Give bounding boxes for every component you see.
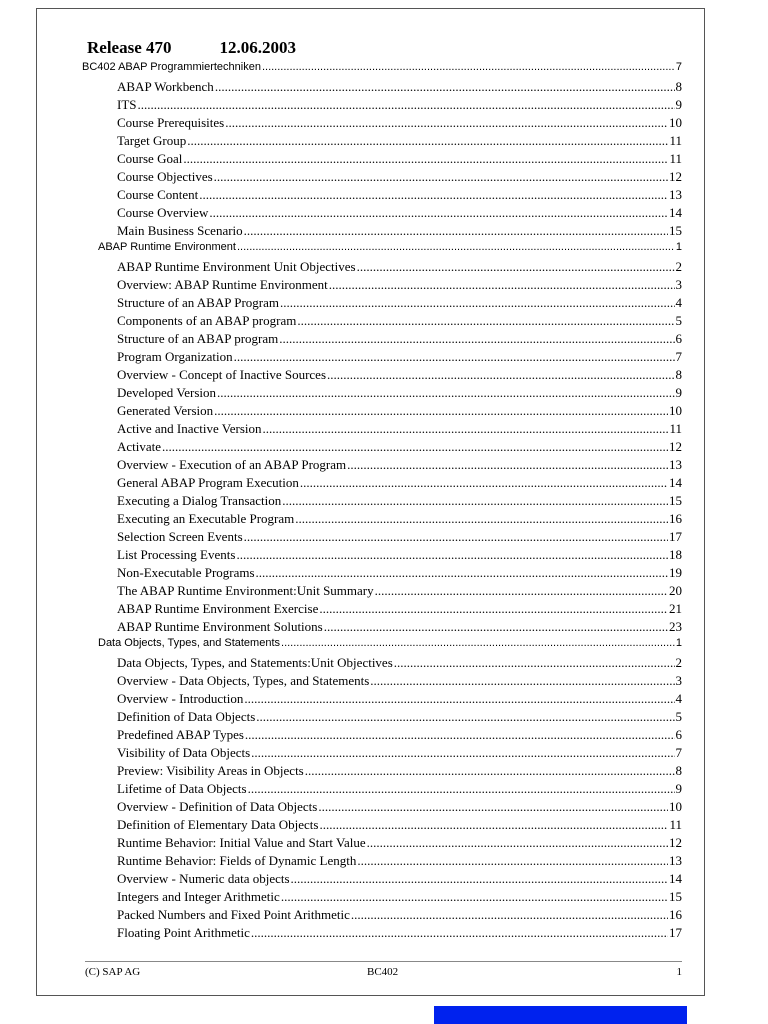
dot-leader	[295, 511, 668, 527]
dot-leader	[297, 313, 674, 329]
dot-leader	[280, 295, 675, 311]
toc-entry-page: 23	[669, 619, 682, 634]
page-header	[87, 38, 296, 58]
toc-entry-title: Course Content	[117, 187, 199, 202]
toc-entry-page: 8	[675, 367, 682, 382]
toc-entry-title: Course Objectives	[117, 169, 213, 184]
toc-entry[interactable]	[117, 457, 682, 475]
toc-entry-title: ITS	[117, 97, 137, 112]
toc-entry-title: ABAP Runtime Environment Unit Objectives	[117, 259, 356, 274]
toc-entry-page: 4	[675, 691, 682, 706]
toc-entry-title: Executing an Executable Program	[117, 511, 295, 526]
toc-entry[interactable]	[117, 367, 682, 385]
toc-entry-page: 5	[675, 709, 682, 724]
toc-entry[interactable]	[117, 259, 682, 277]
toc-entry-page: 16	[669, 511, 682, 526]
toc-entry-title: Predefined ABAP Types	[117, 727, 244, 742]
toc-entry-title: Preview: Visibility Areas in Objects	[117, 763, 304, 778]
toc-entry-page: 15	[669, 223, 682, 238]
toc-entry-page: 12	[669, 835, 682, 850]
dot-leader	[319, 601, 668, 617]
release-date: 12.06.2003	[219, 38, 297, 57]
dot-leader	[256, 709, 674, 725]
toc-entry[interactable]	[117, 871, 682, 889]
toc-entry[interactable]	[117, 655, 682, 673]
toc-entry-page: 3	[675, 673, 682, 688]
toc-entry[interactable]	[117, 799, 682, 817]
toc-entry-title: Developed Version	[117, 385, 217, 400]
dot-leader	[394, 655, 675, 671]
toc-entry[interactable]	[117, 385, 682, 403]
toc-entry-page: 12	[669, 439, 682, 454]
toc-entry[interactable]	[117, 151, 682, 169]
toc-entry-title: Overview - Introduction	[117, 691, 244, 706]
toc-entry-page: 2	[675, 655, 682, 670]
dot-leader	[244, 691, 674, 707]
toc-entry-page: 7	[675, 61, 682, 73]
toc-entry[interactable]	[117, 691, 682, 709]
toc-entry-title: Active and Inactive Version	[117, 421, 262, 436]
toc-section-entry[interactable]	[82, 61, 682, 79]
dot-leader	[318, 799, 668, 815]
toc-entry-title: Activate	[117, 439, 162, 454]
toc-entry[interactable]	[117, 205, 682, 223]
release-label: Release 470	[87, 38, 172, 57]
dot-leader	[256, 565, 668, 581]
toc-entry[interactable]	[117, 349, 682, 367]
dot-leader	[305, 763, 675, 779]
toc-entry[interactable]	[117, 313, 682, 331]
toc-entry-page: 15	[669, 889, 682, 904]
toc-entry[interactable]	[117, 475, 682, 493]
toc-entry[interactable]	[117, 619, 682, 637]
dot-leader	[281, 889, 668, 905]
toc-entry[interactable]	[117, 439, 682, 457]
toc-entry[interactable]	[117, 601, 682, 619]
dot-leader	[324, 619, 668, 635]
toc-entry-title: Overview: ABAP Runtime Environment	[117, 277, 328, 292]
toc-entry-page: 14	[669, 871, 682, 886]
toc-entry[interactable]	[117, 565, 682, 583]
toc-section-entry[interactable]	[98, 241, 682, 259]
toc-entry[interactable]	[117, 133, 682, 151]
accent-bar	[434, 1006, 687, 1024]
toc-entry[interactable]	[117, 169, 682, 187]
toc-entry[interactable]	[117, 817, 682, 835]
toc-entry-page: 14	[669, 475, 682, 490]
toc-entry-title: Overview - Definition of Data Objects	[117, 799, 318, 814]
toc-entry-page: 21	[669, 601, 682, 616]
toc-entry-title: The ABAP Runtime Environment:Unit Summary	[117, 583, 374, 598]
toc-entry-title: Executing a Dialog Transaction	[117, 493, 282, 508]
toc-entry-page: 16	[669, 907, 682, 922]
toc-entry-title: Target Group	[117, 133, 187, 148]
toc-entry-title: Definition of Data Objects	[117, 709, 256, 724]
toc-entry-page: 11	[669, 817, 682, 832]
dot-leader	[138, 97, 675, 113]
toc-entry-title: Non-Executable Programs	[117, 565, 255, 580]
toc-entry[interactable]	[117, 295, 682, 313]
toc-entry-page: 14	[669, 205, 682, 220]
toc-entry-title: Course Prerequisites	[117, 115, 225, 130]
toc-entry-page: 13	[669, 853, 682, 868]
toc-entry[interactable]	[117, 493, 682, 511]
dot-leader	[357, 259, 675, 275]
toc-entry-page: 17	[669, 925, 682, 940]
toc-entry-page: 17	[669, 529, 682, 544]
toc-entry-page: 19	[669, 565, 682, 580]
toc-entry-page: 13	[669, 457, 682, 472]
dot-leader	[214, 169, 668, 185]
toc-entry-title: Generated Version	[117, 403, 214, 418]
toc-entry-page: 7	[675, 745, 682, 760]
toc-entry-page: 1	[675, 241, 682, 253]
toc-entry-page: 8	[675, 79, 682, 94]
dot-leader	[357, 853, 668, 869]
dot-leader	[367, 835, 668, 851]
toc-entry[interactable]	[117, 97, 682, 115]
dot-leader	[209, 205, 668, 221]
toc-entry-page: 11	[669, 151, 682, 166]
toc-entry-title: ABAP Runtime Environment Exercise	[117, 601, 319, 616]
toc-entry-title: Visibility of Data Objects	[117, 745, 251, 760]
toc-entry[interactable]	[117, 709, 682, 727]
toc-entry-title: Structure of an ABAP program	[117, 331, 279, 346]
dot-leader	[187, 133, 668, 149]
toc-entry-page: 20	[669, 583, 682, 598]
toc-entry-page: 6	[675, 331, 682, 346]
toc-entry-title: Structure of an ABAP Program	[117, 295, 279, 310]
toc-entry[interactable]	[117, 673, 682, 691]
toc-entry-title: Components of an ABAP program	[117, 313, 297, 328]
dot-leader	[162, 439, 668, 455]
toc-entry-title: Integers and Integer Arithmetic	[117, 889, 280, 904]
dot-leader	[251, 925, 668, 941]
toc-entry-title: Definition of Elementary Data Objects	[117, 817, 319, 832]
toc-entry[interactable]	[117, 277, 682, 295]
toc-section-entry[interactable]	[98, 637, 682, 655]
dot-leader	[351, 907, 668, 923]
toc-entry-page: 9	[675, 781, 682, 796]
toc-entry[interactable]	[117, 889, 682, 907]
toc-entry-page: 6	[675, 727, 682, 742]
toc-entry-page: 5	[675, 313, 682, 328]
toc-entry[interactable]	[117, 331, 682, 349]
toc-entry-page: 11	[669, 133, 682, 148]
toc-entry-title: Runtime Behavior: Initial Value and Start Value	[117, 835, 366, 850]
dot-leader	[245, 727, 675, 743]
toc-entry-page: 10	[669, 799, 682, 814]
dot-leader	[236, 547, 668, 563]
toc-entry[interactable]	[117, 529, 682, 547]
toc-entry[interactable]	[117, 925, 682, 943]
toc-entry-title: Course Overview	[117, 205, 209, 220]
toc-entry-title: Lifetime of Data Objects	[117, 781, 247, 796]
toc-entry-title: Overview - Concept of Inactive Sources	[117, 367, 327, 382]
toc-entry-title: Overview - Data Objects, Types, and Statements	[117, 673, 370, 688]
dot-leader	[347, 457, 668, 473]
dot-leader	[282, 493, 668, 509]
toc-entry[interactable]	[117, 853, 682, 871]
toc-entry[interactable]	[117, 403, 682, 421]
toc-entry-page: 9	[675, 97, 682, 112]
toc-entry-title: List Processing Events	[117, 547, 236, 562]
toc-entry[interactable]	[117, 781, 682, 799]
toc-entry[interactable]	[117, 187, 682, 205]
toc-entry-title: Overview - Numeric data objects	[117, 871, 290, 886]
toc-entry-page: 10	[669, 115, 682, 130]
dot-leader	[319, 817, 668, 833]
dot-leader	[244, 529, 668, 545]
toc-entry-title: BC402 ABAP Programmiertechniken	[82, 61, 261, 73]
table-of-contents	[37, 61, 706, 943]
toc-entry-page: 13	[669, 187, 682, 202]
dot-leader	[251, 745, 674, 761]
toc-entry-page: 9	[675, 385, 682, 400]
dot-leader	[291, 871, 668, 887]
toc-entry-title: Packed Numbers and Fixed Point Arithmetic	[117, 907, 350, 922]
toc-entry-page: 8	[675, 763, 682, 778]
footer-course: BC402	[367, 966, 399, 978]
dot-leader	[215, 79, 675, 95]
toc-entry-page: 1	[675, 637, 682, 649]
toc-entry-page: 18	[669, 547, 682, 562]
dot-leader	[237, 241, 675, 253]
toc-entry-title: Floating Point Arithmetic	[117, 925, 250, 940]
dot-leader	[375, 583, 668, 599]
toc-entry[interactable]	[117, 547, 682, 565]
toc-entry-page: 12	[669, 169, 682, 184]
toc-entry-title: Course Goal	[117, 151, 183, 166]
dot-leader	[244, 223, 668, 239]
toc-entry[interactable]	[117, 79, 682, 97]
toc-entry-title: Data Objects, Types, and Statements	[98, 637, 281, 649]
footer-copyright: (C) SAP AG	[85, 966, 141, 978]
document-page	[36, 8, 705, 996]
toc-entry[interactable]	[117, 835, 682, 853]
page-footer	[85, 961, 682, 982]
toc-entry-title: ABAP Runtime Environment	[98, 241, 236, 253]
toc-entry-title: ABAP Workbench	[117, 79, 214, 94]
dot-leader	[279, 331, 674, 347]
dot-leader	[183, 151, 668, 167]
toc-entry-page: 3	[675, 277, 682, 292]
toc-entry-page: 7	[675, 349, 682, 364]
toc-entry[interactable]	[117, 763, 682, 781]
dot-leader	[370, 673, 674, 689]
toc-entry-title: Selection Screen Events	[117, 529, 243, 544]
dot-leader	[199, 187, 668, 203]
toc-entry-title: Program Organization	[117, 349, 233, 364]
dot-leader	[329, 277, 675, 293]
toc-entry[interactable]	[117, 115, 682, 133]
dot-leader	[281, 637, 675, 649]
dot-leader	[214, 403, 668, 419]
dot-leader	[248, 781, 675, 797]
dot-leader	[217, 385, 674, 401]
toc-entry[interactable]	[117, 907, 682, 925]
dot-leader	[263, 421, 669, 437]
toc-entry-page: 15	[669, 493, 682, 508]
toc-entry-title: Runtime Behavior: Fields of Dynamic Length	[117, 853, 357, 868]
toc-entry[interactable]	[117, 511, 682, 529]
toc-entry[interactable]	[117, 583, 682, 601]
dot-leader	[234, 349, 675, 365]
dot-leader	[225, 115, 668, 131]
toc-entry-page: 11	[669, 421, 682, 436]
toc-entry[interactable]	[117, 223, 682, 241]
toc-entry[interactable]	[117, 745, 682, 763]
toc-entry-page: 10	[669, 403, 682, 418]
footer-page-number: 1	[676, 966, 682, 978]
toc-entry[interactable]	[117, 727, 682, 745]
toc-entry-page: 2	[675, 259, 682, 274]
dot-leader	[327, 367, 674, 383]
toc-entry-title: Main Business Scenario	[117, 223, 243, 238]
toc-entry[interactable]	[117, 421, 682, 439]
toc-entry-title: Data Objects, Types, and Statements:Unit Objectives	[117, 655, 393, 670]
dot-leader	[300, 475, 668, 491]
toc-entry-title: Overview - Execution of an ABAP Program	[117, 457, 347, 472]
toc-entry-title: General ABAP Program Execution	[117, 475, 299, 490]
toc-entry-title: ABAP Runtime Environment Solutions	[117, 619, 323, 634]
dot-leader	[262, 61, 675, 73]
toc-entry-page: 4	[675, 295, 682, 310]
